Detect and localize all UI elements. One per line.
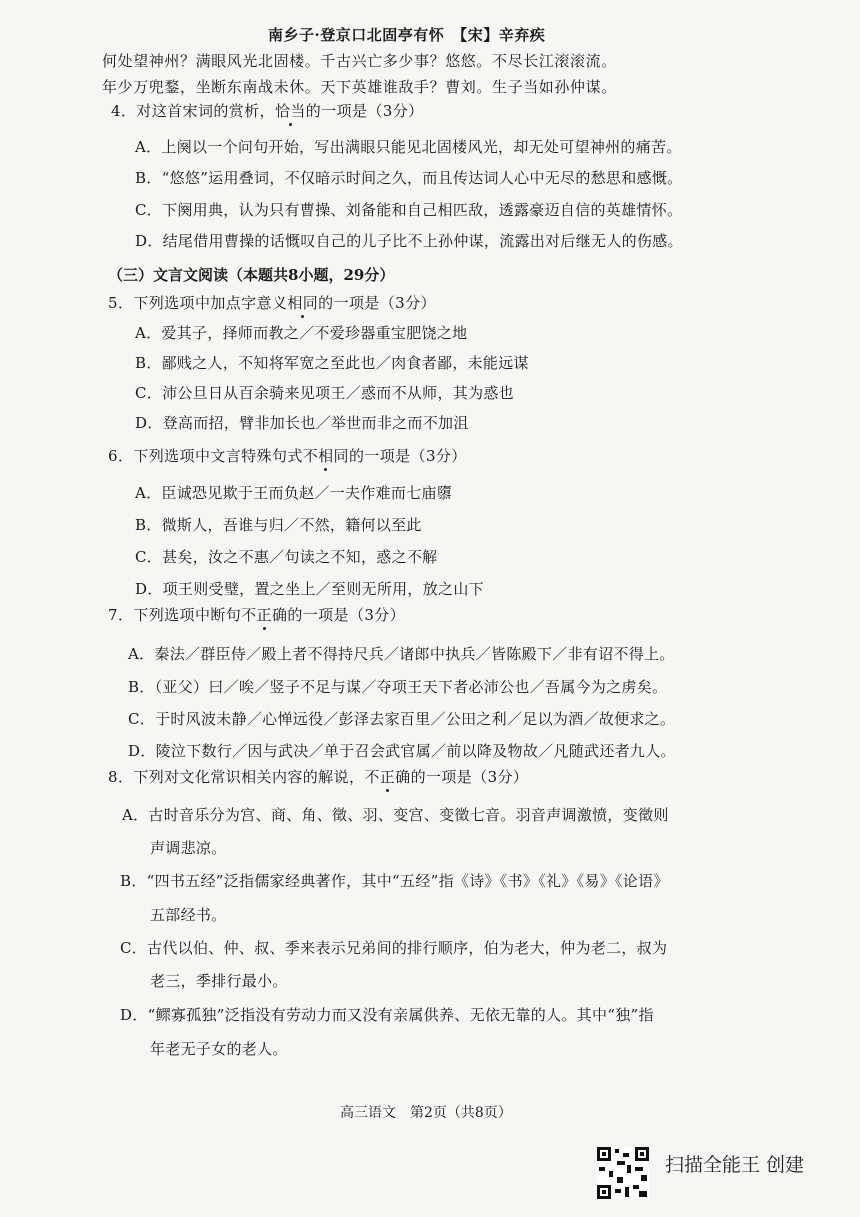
question-8-option-d-line-2: 年老无子女的老人。 <box>150 1040 288 1058</box>
question-5-option-a: A．爱其子，择师而教之／不爱珍器重宝肥饶之地 <box>135 324 468 342</box>
section-3-title: （三）文言文阅读（本题共8小题，29分） <box>108 266 395 284</box>
question-7-stem <box>108 604 405 625</box>
question-4-stem <box>111 100 424 121</box>
question-5-stem <box>108 292 436 313</box>
question-5-option-c: C．沛公旦日从百余骑来见项王／惑而不从师，其为惑也 <box>135 384 514 402</box>
question-4-option-c: C．下阕用典，认为只有曹操、刘备能和自己相匹敌，透露豪迈自信的英雄情怀。 <box>135 201 683 219</box>
question-7-option-b: B．（亚父）曰／唉／竖子不足与谋／夺项王天下者必沛公也／吾属今为之虏矣。 <box>128 678 668 696</box>
qr-code-icon <box>597 1147 649 1199</box>
question-5-option-b: B．鄙贱之人，不知将军宽之至此也／肉食者鄙，未能远谋 <box>135 354 529 372</box>
question-8-stem-pre: 8．下列对文化常识相关内容的解说， <box>108 768 365 786</box>
poem-line-2: 年少万兜鍪，坐断东南战未休。天下英雄谁敌手？曹刘。生子当如孙仲谋。 <box>102 78 617 96</box>
question-8-option-a-line-1: A．古时音乐分为宫、商、角、徵、羽、变宫、变徵七音。羽音声调激愤，变徵则 <box>122 806 669 824</box>
question-8-option-d-line-1: D．“鳏寡孤独”泛指没有劳动力而又没有亲属供养、无依无靠的人。其中“独”指 <box>120 1006 654 1024</box>
question-7-stem-pre: 7．下列选项中断句 <box>108 606 242 624</box>
question-4-option-d: D．结尾借用曹操的话慨叹自己的儿子比不上孙仲谋，流露出对后继无人的伤感。 <box>135 232 683 250</box>
question-4-stem-post: 的一项是（3分） <box>305 102 424 120</box>
question-6-emphasis: 不相同 <box>302 447 349 465</box>
question-4-option-b: B．“悠悠”运用叠词，不仅暗示时间之久，而且传达词人心中无尽的愁思和感慨。 <box>135 169 683 187</box>
poem-title: 南乡子·登京口北固亭有怀 【宋】辛弃疾 <box>268 26 546 44</box>
question-7-option-c: C．于时风波未静／心惮远役／彭泽去家百里／公田之利／足以为酒／故便求之。 <box>128 710 676 728</box>
question-8-option-c-line-2: 老三，季排行最小。 <box>150 972 288 990</box>
question-6-option-a: A．臣诚恐见欺于王而负赵／一夫作难而七庙隳 <box>135 484 453 502</box>
question-7-option-d: D．陵泣下数行／因与武决／单于召会武官属／前以降及物故／凡随武还者九人。 <box>128 742 676 760</box>
scanner-watermark: 扫描全能王 创建 <box>665 1154 805 1176</box>
question-5-stem-post: 的一项是（3分） <box>318 294 436 312</box>
question-6-stem-pre: 6．下列选项中文言特殊句式 <box>108 447 303 465</box>
question-4-option-a: A．上阕以一个问句开始，写出满眼只能见北固楼风光，却无处可望神州的痛苦。 <box>135 138 682 156</box>
question-6-option-c: C．甚矣，汝之不惠／句读之不知，惑之不解 <box>135 548 438 566</box>
question-6-stem-post: 的一项是（3分） <box>348 447 467 465</box>
question-5-option-d: D．登高而招，臂非加长也／举世而非之而不加沮 <box>135 414 469 432</box>
question-4-stem-pre: 4．对这首宋词的赏析， <box>111 102 275 120</box>
page-footer: 高三语文 第2页（共8页） <box>340 1105 512 1121</box>
question-6-option-b: B．微斯人，吾谁与归／不然，籍何以至此 <box>135 516 422 534</box>
question-7-option-a: A．秦法／群臣侍／殿上者不得持尺兵／诸郎中执兵／皆陈殿下／非有诏不得上。 <box>128 645 675 663</box>
question-8-stem <box>108 766 528 787</box>
poem-line-1: 何处望神州？满眼风光北固楼。千古兴亡多少事？悠悠。不尽长江滚滚流。 <box>102 52 617 70</box>
question-8-option-b-line-1: B．“四书五经”泛指儒家经典著作，其中“五经”指《诗》《书》《礼》《易》《论语》 <box>120 872 669 890</box>
question-6-option-d: D．项王则受璧，置之坐上／至则无所用，放之山下 <box>135 580 484 598</box>
question-7-stem-post: 的一项是（3分） <box>287 606 406 624</box>
question-8-option-b-line-2: 五部经书。 <box>150 906 227 924</box>
question-5-stem-pre: 5．下列选项中加点字意义 <box>108 294 288 312</box>
question-5-emphasis: 相同 <box>287 294 319 312</box>
question-8-stem-post: 的一项是（3分） <box>410 768 529 786</box>
question-4-emphasis: 恰当 <box>274 102 306 120</box>
question-7-emphasis: 不正确 <box>241 606 288 624</box>
question-8-option-a-line-2: 声调悲凉。 <box>150 839 227 857</box>
question-8-option-c-line-1: C．古代以伯、仲、叔、季来表示兄弟间的排行顺序，伯为老大，仲为老二，叔为 <box>120 939 668 957</box>
question-8-emphasis: 不正确 <box>364 768 411 786</box>
question-6-stem <box>108 445 467 466</box>
